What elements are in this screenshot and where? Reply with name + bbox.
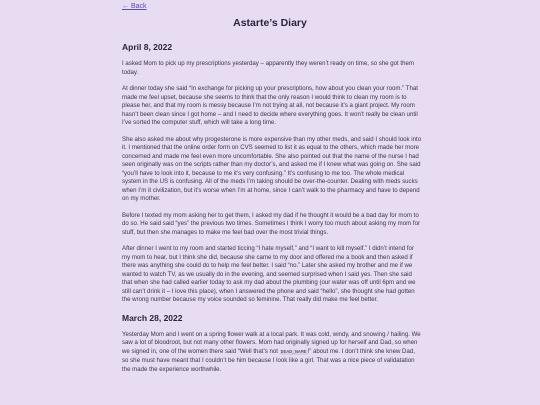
entry-paragraph: I asked Mom to pick up my prescriptions yesterday – apparently they weren’t ready on time, so she got them today.: [122, 60, 414, 76]
page-title: Astarte’s Diary: [233, 17, 307, 29]
diary-entry: [122, 313, 422, 375]
dead-name-code: DEAD_NAME: [280, 349, 307, 355]
entry-text: Yesterday Mom and I went on a spring flower walk at a local park. It was cold, windy, and snowing / hailing. We saw a lot of bloodroot, but not many other flowers. Mom had originally signed up for herself and Dad, so when we signed in, one of the women there said “Well that’s not: [122, 330, 421, 355]
entry-text: !” about me. I don’t think she knew Dad, so she must have meant that I couldn’t be him because I look like a girl. That was a nice piece of validatation the made the experience worthwhile.: [122, 347, 415, 373]
entry-paragraph: She also asked me about why progesterone is more expensive than my other meds, and said I should look into it. I mentioned that the online order form on CVS seemed to list it as equal to the others, which made her more concerned and made me feel even more uncomfortable. She also pointed out that the name of the nurse I had seen originally was on the scripts rather than my doctor’s, and asked me if I knew what was going on. She said “you’ll have to look into it, because to me it’s very confusing.” It’s confusing to me too. The whole medical system in the US is confusing. All of the meds I’m taking should be over-the-counter. Dealing with meds sucks when I’m it civilization, but it’s worse when I’m at home, since I can’t walk to the pharmacy and have to depend on my mother.: [122, 135, 422, 202]
back-link[interactable]: ← Back: [122, 3, 147, 10]
entry-paragraph: [122, 331, 422, 375]
entry-paragraph: Before I texted my mom asking her to get them, I asked my dad if he thought it would be a bad day for mom to do so. He said said “yes” the previous two times. Sometimes I think I worry too much about asking my mom for stuff, but then she manages to make me feel bad over the most trivial things.: [122, 211, 421, 236]
entry-paragraph: After dinner I went to my room and started ticcing “I hate myself,” and “I want to kill myself.” I didn’t intend for my mom to hear, but I think she did, because she came to my door and offered me a book and then asked if there was anything she could do to help me feel better. I said “no.” Later she asked my brother and me if we wanted to watch TV, as we usually do in the evening, and seemed surprised when I said yes. Then she said that when she had called earlier today to ask my dad about the plumbing (our water was off until 6pm and we still can’t drink it – I love this place), when I answered the phone and said “hello”, she thought she had gotten the wrong number because my voice sounded so feminine. That really did make me feel better.: [122, 245, 416, 303]
diary-content: [122, 42, 422, 382]
entry-date: March 28, 2022: [122, 312, 183, 323]
diary-entry: [122, 42, 422, 305]
entry-date: April 8, 2022: [122, 42, 173, 52]
entry-paragraph: At dinner today she said “In exchange for picking up your prescriptions, how about you clean your room.” That made me feel upset, because she seems to think that the only reason I would think to clean my room is to please her, and that my room is messy because I’m not trying at all, not because it’s a giant project. My room hasn’t been clean since I got home – and I need to decide where everything goes. It won’t really be clean until I’ve sorted the computer stuff, which will take a long time.: [122, 85, 418, 126]
